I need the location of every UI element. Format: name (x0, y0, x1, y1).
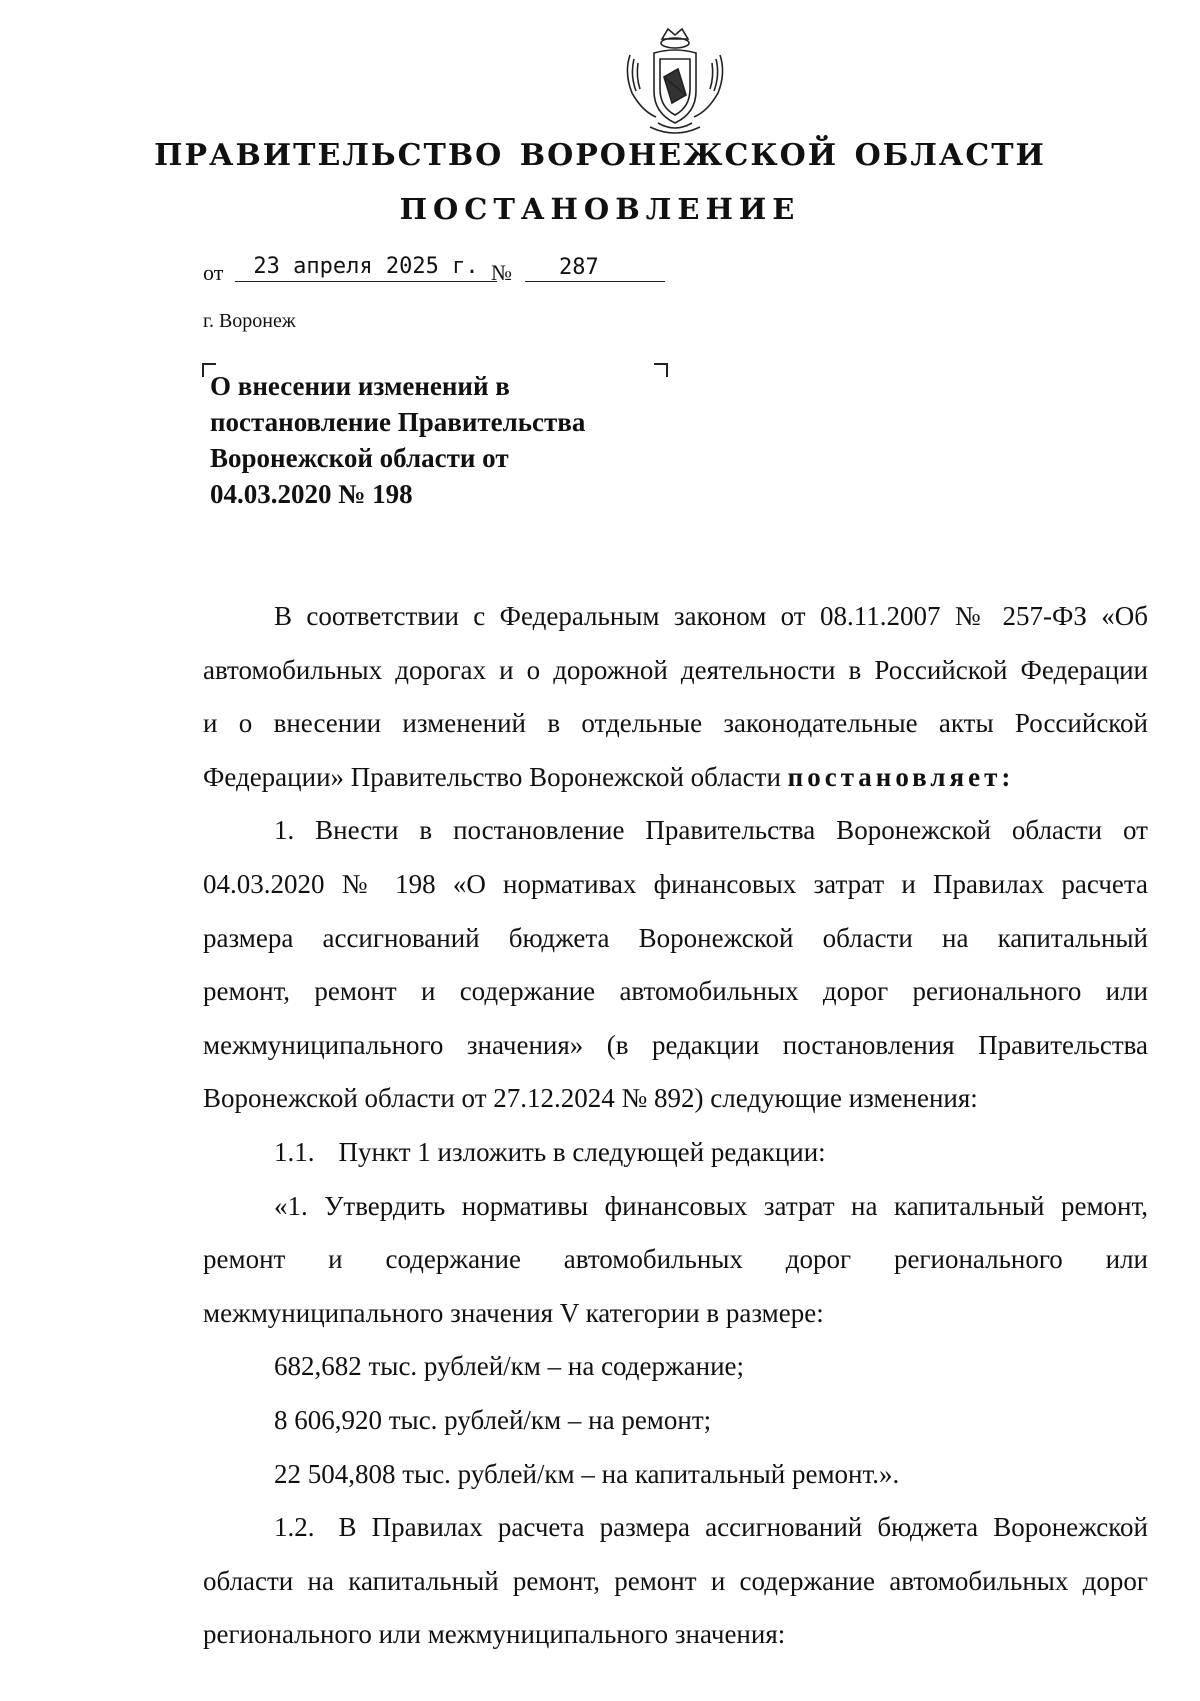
document-body (203, 590, 1148, 1662)
body-line: ремонт, ремонт и содержание автомобильных дорог регионального или (203, 976, 1148, 1007)
body-line (203, 1501, 1148, 1555)
number-label: № (491, 260, 512, 285)
body-line: межмуниципального значения» (в редакции постановления Правительства (203, 1029, 1148, 1060)
body-line: регионального или межмуниципального значения: (203, 1619, 786, 1650)
city: г. Воронеж (203, 310, 296, 332)
body-line: 1. Внести в постановление Правительства Воронежской области от (274, 815, 1148, 846)
document-number: 287 (525, 254, 665, 282)
body-text: Пункт 1 изложить в следующей редакции: (338, 1136, 826, 1167)
norm-item: 22 504,808 тыс. рублей/км – на капитальный ремонт.». (274, 1458, 900, 1489)
body-line: 04.03.2020 № 198 «О нормативах финансовых затрат и Правилах расчета (203, 868, 1148, 899)
norm-item: 682,682 тыс. рублей/км – на содержание; (274, 1351, 745, 1382)
body-line: области на капитальный ремонт, ремонт и содержание автомобильных дорог (203, 1565, 1148, 1596)
body-line: В соответствии с Федеральным законом от 08.11.2007 № 257-ФЗ «Об (274, 601, 1148, 631)
body-line: размера ассигнований бюджета Воронежской области на капитальный (203, 922, 1148, 953)
body-text: Федерации» Правительство Воронежской области (203, 761, 781, 792)
body-line: автомобильных дорогах и о дорожной деятельности в Российской Федерации (203, 654, 1148, 685)
document-date: 23 апреля 2025 г. (235, 253, 497, 282)
organization-title: ПРАВИТЕЛЬСТВО ВОРОНЕЖСКОЙ ОБЛАСТИ (154, 138, 1046, 173)
clause-number: 1.2. (274, 1512, 315, 1543)
body-line: межмуниципального значения V категории в размере: (203, 1297, 824, 1328)
subject-line: О внесении изменений в (210, 371, 510, 401)
body-line: и о внесении изменений в отдельные законодательные акты Российской (203, 708, 1148, 739)
subject-line: Воронежской области от (210, 443, 509, 473)
resolution-word: постановляет: (787, 761, 1015, 792)
document-subject (210, 368, 670, 512)
norm-item: 8 606,920 тыс. рублей/км – на ремонт; (274, 1404, 712, 1435)
body-line (203, 751, 1148, 805)
from-label: от (203, 260, 224, 285)
clause-number: 1.1. (274, 1136, 315, 1167)
body-text: В Правилах расчета размера ассигнований бюджета Воронежской (338, 1512, 1148, 1543)
body-line: «1. Утвердить нормативы финансовых затрат на капитальный ремонт, (274, 1190, 1148, 1221)
body-line: ремонт и содержание автомобильных дорог регионального или (203, 1244, 1148, 1275)
date-number-row (203, 250, 673, 290)
body-line: Воронежской области от 27.12.2024 № 892) следующие изменения: (203, 1083, 978, 1114)
coat-of-arms-icon (620, 25, 730, 140)
subject-line: 04.03.2020 № 198 (210, 479, 413, 509)
body-line (203, 1126, 1148, 1180)
subject-line: постановление Правительства (210, 407, 586, 437)
document-type: ПОСТАНОВЛЕНИЕ (399, 192, 801, 226)
